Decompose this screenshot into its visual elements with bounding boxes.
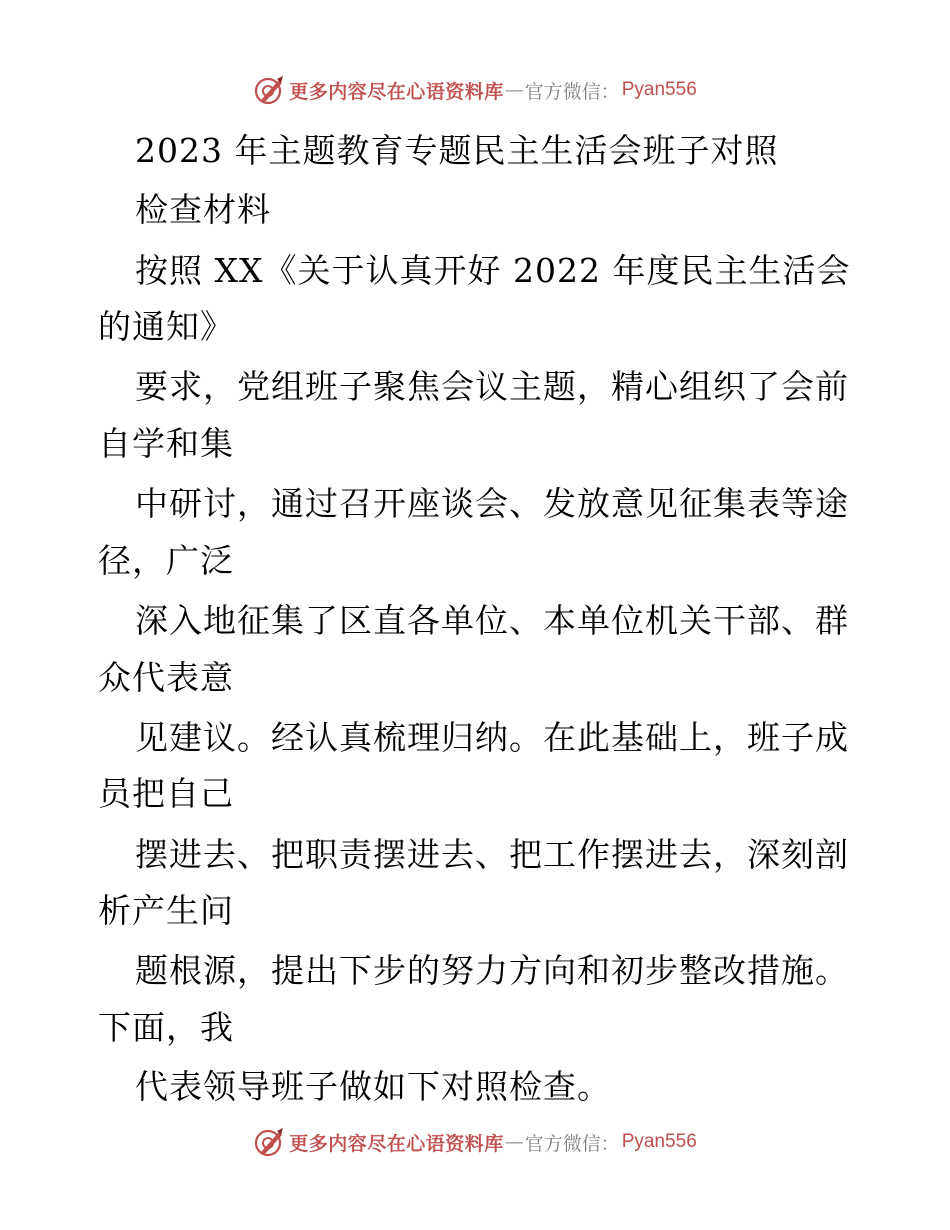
doc-line-6: 自学和集 [98, 424, 234, 463]
doc-line-16: 下面，我 [98, 1008, 234, 1047]
doc-line-9: 深入地征集了区直各单位、本单位机关干部、群 [135, 601, 849, 640]
doc-line-14: 析产生问 [98, 891, 234, 930]
doc-line-3: 按照 XX《关于认真开好 2022 年度民主生活会 [135, 251, 851, 290]
doc-line-7: 中研讨，通过召开座谈会、发放意见征集表等途 [135, 484, 849, 523]
watermark-official-label: 官方微信： [524, 80, 620, 103]
pen-logo-icon [253, 74, 285, 106]
pen-logo-icon [253, 1126, 285, 1158]
watermark-wechat-id: Pyan556 [621, 79, 697, 100]
doc-line-12: 员把自己 [98, 774, 234, 813]
watermark-wechat-id: Pyan556 [621, 1131, 697, 1152]
doc-line-10: 众代表意 [98, 658, 234, 697]
watermark-official-label: 官方微信： [524, 1132, 620, 1155]
header-watermark [0, 70, 950, 110]
footer-watermark [0, 1122, 950, 1162]
watermark-dash: — [504, 1131, 524, 1153]
watermark-dash: — [504, 79, 524, 101]
doc-line-4: 的通知》 [98, 307, 234, 346]
doc-line-17: 代表领导班子做如下对照检查。 [135, 1067, 611, 1106]
watermark-main-text: 更多内容尽在心语资料库 [289, 80, 504, 103]
doc-line-15: 题根源，提出下步的努力方向和初步整改措施。 [135, 951, 849, 990]
watermark-main-text: 更多内容尽在心语资料库 [289, 1132, 504, 1155]
doc-line-5: 要求，党组班子聚焦会议主题，精心组织了会前 [135, 367, 849, 406]
doc-line-1: 2023 年主题教育专题民主生活会班子对照 [135, 131, 779, 170]
doc-line-13: 摆进去、把职责摆进去、把工作摆进去，深刻剖 [135, 835, 849, 874]
doc-line-8: 径，广泛 [98, 541, 234, 580]
doc-line-11: 见建议。经认真梳理归纳。在此基础上，班子成 [135, 718, 849, 757]
doc-line-2: 检查材料 [135, 190, 271, 229]
